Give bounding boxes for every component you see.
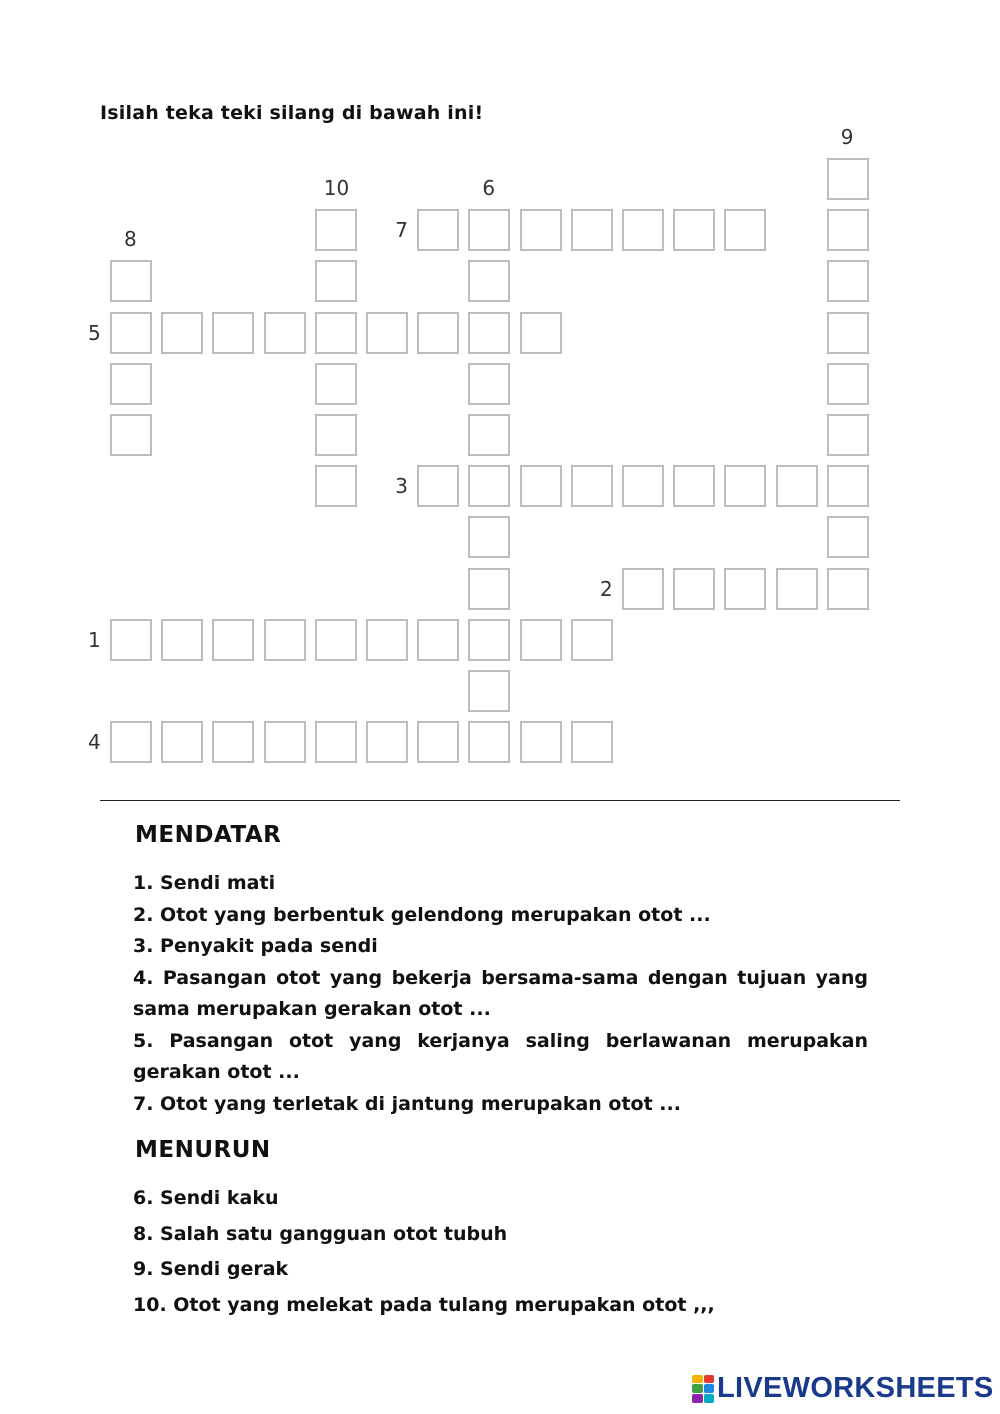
crossword-cell[interactable]: [827, 312, 869, 354]
crossword-cell[interactable]: [827, 260, 869, 302]
crossword-cell[interactable]: [264, 721, 306, 763]
crossword-cell[interactable]: [315, 619, 357, 661]
crossword-cell[interactable]: [622, 209, 664, 251]
crossword-cell[interactable]: [366, 619, 408, 661]
logo-block: [692, 1375, 703, 1384]
clue-item: 7. Otot yang terletak di jantung merupakan otot ...: [133, 1092, 681, 1115]
crossword-cell[interactable]: [827, 363, 869, 405]
crossword-cell[interactable]: [161, 312, 203, 354]
clue-number-1: 1: [88, 627, 101, 652]
crossword-cell[interactable]: [315, 312, 357, 354]
crossword-cell[interactable]: [468, 465, 510, 507]
crossword-cell[interactable]: [315, 363, 357, 405]
logo-block: [704, 1394, 715, 1403]
down-clue-list: [133, 1181, 868, 1323]
logo-block: [704, 1375, 715, 1384]
crossword-cell[interactable]: [827, 158, 869, 200]
clue-number-6: 6: [482, 176, 496, 201]
instruction-text: Isilah teka teki silang di bawah ini!: [100, 102, 484, 124]
across-heading: MENDATAR: [135, 822, 282, 848]
crossword-cell[interactable]: [827, 414, 869, 456]
crossword-cell[interactable]: [110, 619, 152, 661]
logo-text: LIVEWORKSHEETS: [717, 1372, 994, 1404]
clue-item: 2. Otot yang berbentuk gelendong merupakan otot ...: [133, 903, 711, 926]
crossword-cell[interactable]: [417, 465, 459, 507]
crossword-cell[interactable]: [315, 465, 357, 507]
crossword-cell[interactable]: [212, 721, 254, 763]
logo-block: [692, 1384, 703, 1393]
crossword-cell[interactable]: [468, 568, 510, 610]
crossword-cell[interactable]: [417, 209, 459, 251]
crossword-cell[interactable]: [468, 516, 510, 558]
crossword-cell[interactable]: [468, 619, 510, 661]
logo-block: [692, 1394, 703, 1403]
crossword-cell[interactable]: [110, 721, 152, 763]
clue-item: 1. Sendi mati: [133, 872, 276, 894]
crossword-cell[interactable]: [315, 260, 357, 302]
crossword-cell[interactable]: [776, 568, 818, 610]
logo-icon: [692, 1375, 714, 1403]
crossword-cell[interactable]: [827, 465, 869, 507]
across-clue-list: [133, 868, 868, 1120]
crossword-cell[interactable]: [468, 260, 510, 302]
crossword-cell[interactable]: [468, 414, 510, 456]
crossword-cell[interactable]: [571, 209, 613, 251]
clue-number-10: 10: [323, 176, 350, 201]
crossword-cell[interactable]: [520, 209, 562, 251]
crossword-cell[interactable]: [827, 568, 869, 610]
crossword-cell[interactable]: [110, 260, 152, 302]
crossword-cell[interactable]: [776, 465, 818, 507]
crossword-cell[interactable]: [161, 619, 203, 661]
crossword-cell[interactable]: [212, 312, 254, 354]
liveworksheets-logo: [692, 1372, 994, 1405]
crossword-cell[interactable]: [724, 209, 766, 251]
crossword-cell[interactable]: [212, 619, 254, 661]
divider: [100, 800, 900, 801]
crossword-cell[interactable]: [673, 209, 715, 251]
crossword-cell[interactable]: [264, 312, 306, 354]
crossword-cell[interactable]: [468, 721, 510, 763]
crossword-cell[interactable]: [673, 568, 715, 610]
clue-number-9: 9: [840, 125, 854, 149]
crossword-cell[interactable]: [315, 721, 357, 763]
crossword-cell[interactable]: [366, 312, 408, 354]
crossword-cell[interactable]: [520, 721, 562, 763]
clue-item: 8. Salah satu gangguan otot tubuh: [133, 1222, 508, 1245]
crossword-cell[interactable]: [622, 465, 664, 507]
crossword-cell[interactable]: [264, 619, 306, 661]
clue-item: 5. Pasangan otot yang kerjanya saling berlawanan merupakan gerakan otot ...: [133, 1029, 868, 1083]
crossword-cell[interactable]: [417, 721, 459, 763]
clue-item: 6. Sendi kaku: [133, 1187, 279, 1209]
crossword-cell[interactable]: [571, 619, 613, 661]
crossword-cell[interactable]: [417, 312, 459, 354]
crossword-cell[interactable]: [827, 516, 869, 558]
clue-number-7: 7: [395, 218, 408, 243]
clue-number-4: 4: [88, 730, 101, 755]
clue-item: 4. Pasangan otot yang bekerja bersama-sama dengan tujuan yang sama merupakan gerakan otot ...: [133, 966, 868, 1020]
crossword-cell[interactable]: [520, 619, 562, 661]
clue-number-3: 3: [395, 474, 408, 499]
crossword-cell[interactable]: [520, 465, 562, 507]
clue-number-5: 5: [88, 320, 101, 345]
clue-item: 9. Sendi gerak: [133, 1258, 289, 1280]
crossword-cell[interactable]: [110, 363, 152, 405]
crossword-cell[interactable]: [673, 465, 715, 507]
clue-item: 3. Penyakit pada sendi: [133, 935, 378, 957]
crossword-cell[interactable]: [724, 568, 766, 610]
crossword-cell[interactable]: [315, 414, 357, 456]
crossword-cell[interactable]: [161, 721, 203, 763]
clue-number-8: 8: [124, 227, 137, 252]
crossword-cell[interactable]: [571, 721, 613, 763]
crossword-cell[interactable]: [315, 209, 357, 251]
crossword-cell[interactable]: [468, 670, 510, 712]
crossword-cell[interactable]: [520, 312, 562, 354]
clue-item: 10. Otot yang melekat pada tulang merupakan otot ,,,: [133, 1293, 715, 1316]
crossword-cell[interactable]: [110, 414, 152, 456]
crossword-cell[interactable]: [110, 312, 152, 354]
crossword-cell[interactable]: [366, 721, 408, 763]
crossword-cell[interactable]: [571, 465, 613, 507]
crossword-cell[interactable]: [724, 465, 766, 507]
crossword-cell[interactable]: [468, 363, 510, 405]
crossword-cell[interactable]: [468, 209, 510, 251]
down-heading: MENURUN: [135, 1137, 271, 1163]
crossword-cell[interactable]: [827, 209, 869, 251]
crossword-cell[interactable]: [622, 568, 664, 610]
crossword-cell[interactable]: [468, 312, 510, 354]
crossword-cell[interactable]: [417, 619, 459, 661]
clue-number-2: 2: [600, 576, 613, 601]
logo-block: [704, 1384, 715, 1393]
